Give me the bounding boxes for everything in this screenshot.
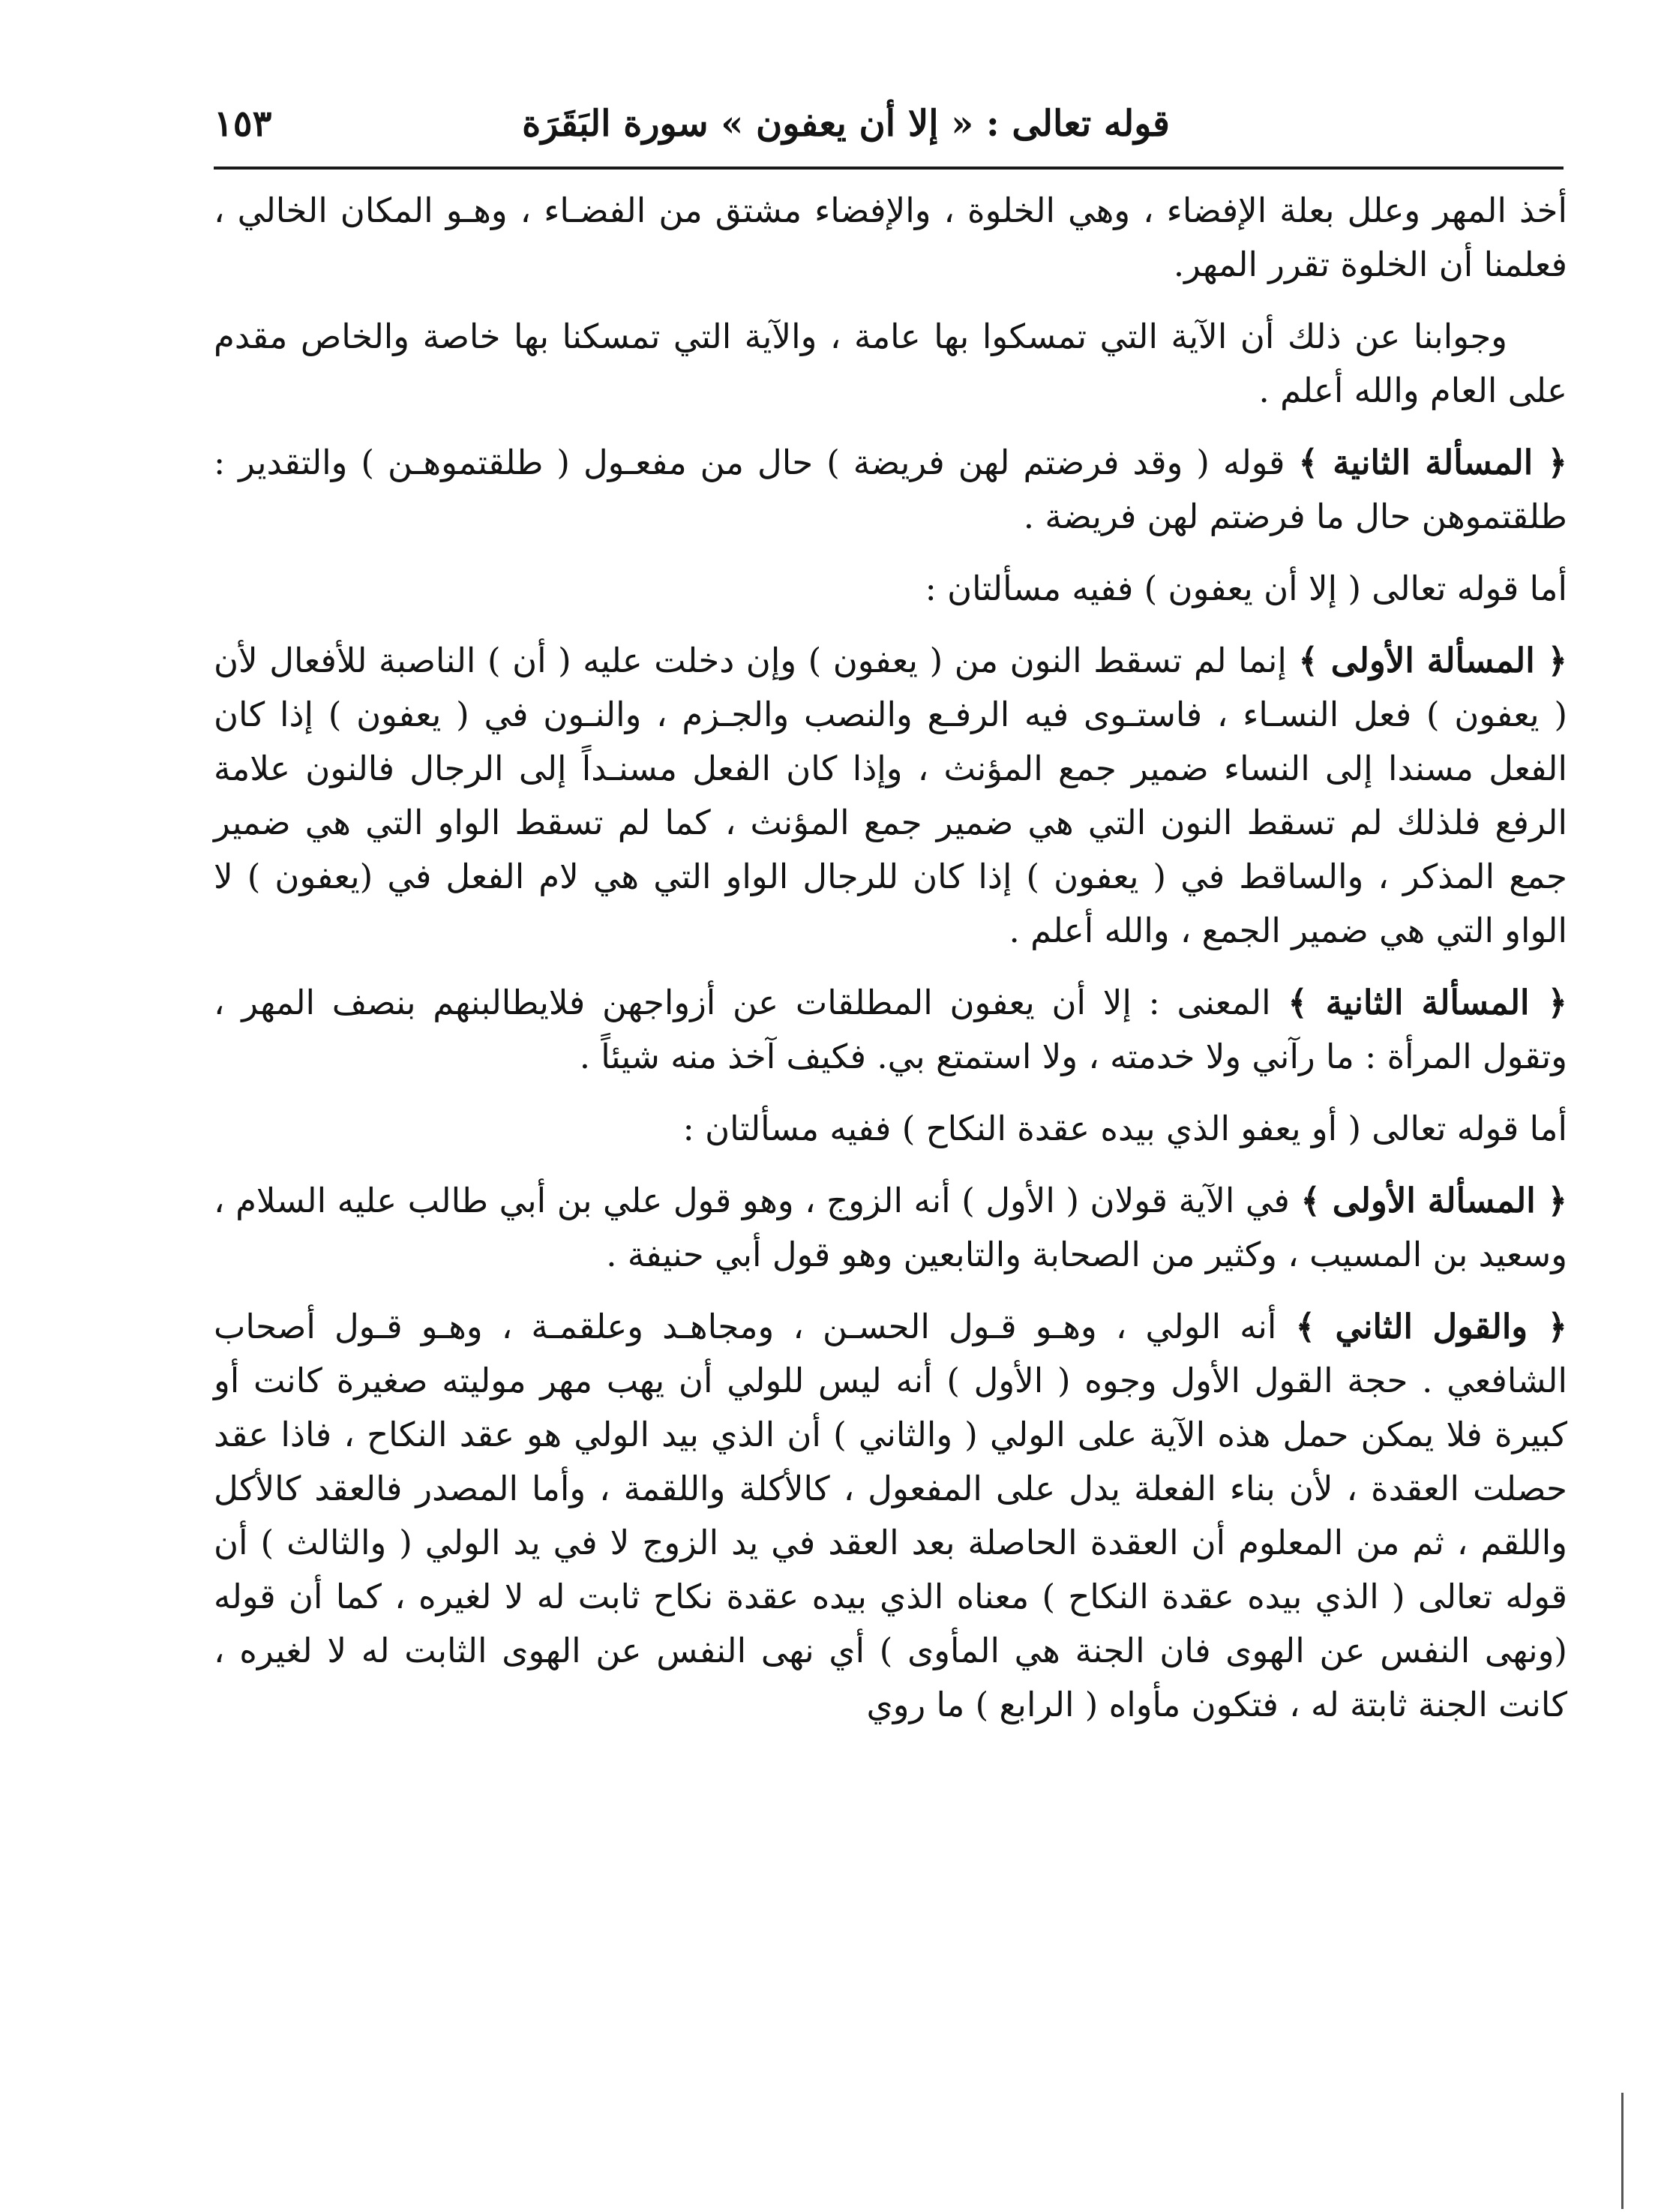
header-title: قوله تعالى : « إلا أن يعفون » سورة البَقَرَة — [522, 103, 1170, 145]
paragraph-text: أنه الولي ، وهـو قـول الحسـن ، ومجاهـد وعلقمـة ، وهـو قـول أصحاب الشافعي . حجة القول الأول وجوه ( الأول ) أنه ليس للولي أن يهب مهر موليته صغيرة كانت أو كبيرة فلا يمكن حمل هذه الآية على الولي ( والثاني ) أن الذي بيد الولي هو عقد النكاح ، فاذا عقد حصلت العقدة ، لأن بناء الفعلة يدل على المفعول ، كالأكلة واللقمة ، وأما المصدر فالعقد كالأكل واللقم ، ثم من المعلوم أن العقدة الحاصلة بعد العقد في يد الزوج لا في يد الولي ( والثالث ) أن قوله تعالى ( الذي بيده عقدة النكاح ) معناه الذي بيده عقدة نكاح ثابت له لا لغيره ، كما أن قوله (ونهى النفس عن الهوى فان الجنة هي المأوى ) أي نهى النفس عن الهوى الثابت له لا لغيره ، كانت الجنة ثابتة له ، فتكون مأواه ( الرابع ) ما روي — [214, 1307, 1567, 1724]
paragraph — [214, 976, 1567, 1084]
paragraph-text: في الآية قولان ( الأول ) أنه الزوج ، وهو قول علي بن أبي طالب عليه السلام ، وسعيد بن المسيب ، وكثير من الصحابة والتابعين وهو قول أبي حنيفة . — [214, 1181, 1567, 1274]
scan-edge-line — [1621, 2093, 1624, 2209]
paragraph-text: إنما لم تسقط النون من ( يعفون ) وإن دخلت عليه ( أن ) الناصبة للأفعال لأن ( يعفون ) فعل النسـاء ، فاستـوى فيه الرفـع والنصب والجـزم ، والنـون في ( يعفون ) إذا كان الفعل مسندا إلى النساء ضمير جمع المؤنث ، وإذا كان الفعل مسنـداً إلى الرجال فالنون علامة الرفع فلذلك لم تسقط النون التي هي ضمير جمع المؤنث ، كما لم تسقط الواو التي هي ضمير جمع المذكر ، والساقط في ( يعفون ) إذا كان للرجال الواو التي هي لام الفعل في (يعفون ) لا الواو التي هي ضمير الجمع ، والله أعلم . — [214, 641, 1567, 950]
issue-heading: ﴿ المسألة الأولى ﴾ — [1300, 1181, 1567, 1220]
paragraph-text: أخذ المهر وعلل بعلة الإفضاء ، وهي الخلوة ، والإفضاء مشتق من الفضـاء ، وهـو المكان الخالي ، فعلمنا أن الخلوة تقرر المهر. — [214, 191, 1567, 284]
paragraph-text: وجوابنا عن ذلك أن الآية التي تمسكوا بها عامة ، والآية التي تمسكنا بها خاصة والخاص مقدم على العام والله أعلم . — [214, 317, 1567, 410]
page-number: ١٥٣ — [214, 103, 272, 145]
paragraph-text: المعنى : إلا أن يعفون المطلقات عن أزواجهن فلايطالبنهم بنصف المهر ، وتقول المرأة : ما رآني ولا خدمته ، ولا استمتع بي. فكيف آخذ منه شيئاً . — [214, 983, 1567, 1076]
main-text — [214, 184, 1567, 1750]
header-divider — [214, 167, 1564, 170]
paragraph-text: أما قوله تعالى ( أو يعفو الذي بيده عقدة النكاح ) ففيه مسألتان : — [682, 1109, 1567, 1148]
issue-heading: ﴿ المسألة الأولى ﴾ — [1298, 641, 1567, 680]
issue-heading: ﴿ المسألة الثانية ﴾ — [1298, 443, 1567, 482]
paragraph — [214, 436, 1567, 544]
paragraph — [214, 562, 1567, 616]
running-header — [214, 90, 1567, 165]
paragraph — [214, 1300, 1567, 1732]
paragraph — [214, 310, 1567, 418]
paragraph-text: أما قوله تعالى ( إلا أن يعفون ) ففيه مسألتان : — [925, 569, 1567, 608]
paragraph — [214, 634, 1567, 958]
paragraph — [214, 184, 1567, 292]
paragraph — [214, 1174, 1567, 1282]
paragraph-text: قوله ( وقد فرضتم لهن فريضة ) حال من مفعـول ( طلقتموهـن ) والتقدير : طلقتموهن حال ما فرضتم لهن فريضة . — [214, 443, 1567, 536]
issue-heading: ﴿ والقول الثاني ﴾ — [1295, 1307, 1567, 1346]
paragraph — [214, 1102, 1567, 1156]
issue-heading: ﴿ المسألة الثانية ﴾ — [1288, 983, 1567, 1022]
